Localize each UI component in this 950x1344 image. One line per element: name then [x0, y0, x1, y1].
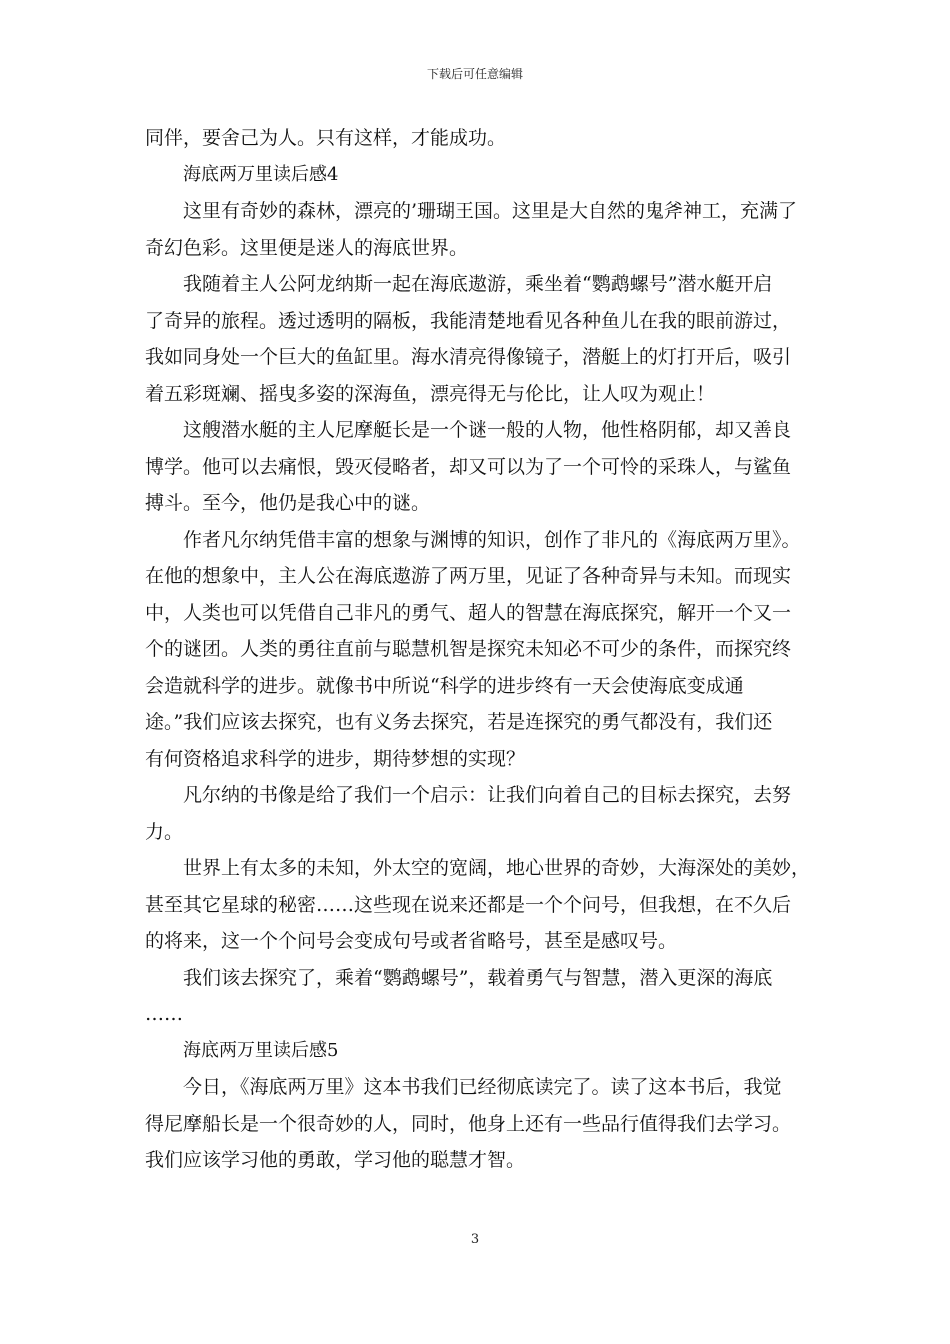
- text-line: 有何资格追求科学的进步，期待梦想的实现？: [145, 747, 526, 770]
- text-line: 的将来，这一个个问号会变成句号或者省略号，甚至是感叹号。: [145, 930, 678, 952]
- text-line: 我们应该学习他的勇敢，学习他的聪慧才智。: [145, 1149, 526, 1171]
- text-line: ……: [145, 1003, 183, 1025]
- text-line: 途。”我们应该去探究，也有义务去探究，若是连探究的勇气都没有，我们还: [145, 711, 773, 733]
- text-line: 这里有奇妙的森林，漂亮的’珊瑚王国。这里是大自然的鬼斧神工，充满了: [183, 200, 798, 222]
- text-line: 同伴，要舍己为人。只有这样，才能成功。: [145, 127, 507, 149]
- text-line: 我们该去探究了，乘着“鹦鹉螺号”，载着勇气与智慧，潜入更深的海底: [183, 966, 773, 989]
- text-line: 中，人类也可以凭借自己非凡的勇气、超人的智慧在海底探究，解开一个又一: [145, 601, 792, 624]
- section-heading: 海底两万里读后感5: [183, 1039, 339, 1061]
- text-line: 会造就科学的进步。就像书中所说“科学的进步终有一天会使海底变成通: [145, 674, 744, 697]
- page-number: 3: [470, 1232, 480, 1247]
- section-heading: 海底两万里读后感4: [183, 163, 339, 185]
- text-line: 搏斗。至今，他仍是我心中的谜。: [145, 492, 431, 514]
- text-line: 力。: [145, 820, 184, 843]
- text-line: 在他的想象中，主人公在海底遨游了两万里，见证了各种奇异与未知。而现实: [145, 565, 792, 587]
- text-line: 着五彩斑斓、摇曳多姿的深海鱼，漂亮得无与伦比，让人叹为观止！: [145, 382, 716, 405]
- text-line: 得尼摩船长是一个很奇妙的人，同时，他身上还有一些品行值得我们去学习。: [145, 1112, 792, 1135]
- text-lines: [145, 120, 815, 1179]
- text-line: 作者凡尔纳凭借丰富的想象与渊博的知识，创作了非凡的《海底两万里》。: [183, 528, 801, 551]
- text-line: 我如同身处一个巨大的鱼缸里。海水清亮得像镜子，潜艇上的灯打开后，吸引: [145, 346, 792, 368]
- text-line: 甚至其它星球的秘密……这些现在说来还都是一个个问号，但我想，在不久后: [145, 893, 792, 916]
- document-body: [145, 120, 815, 1179]
- text-line: 这艘潜水艇的主人尼摩艇长是一个谜一般的人物，他性格阴郁，却又善良: [183, 419, 792, 441]
- text-line: 了奇异的旅程。透过透明的隔板，我能清楚地看见各种鱼儿在我的眼前游过，: [145, 309, 792, 332]
- text-line: 个的谜团。人类的勇往直前与聪慧机智是探究未知必不可少的条件，而探究终: [145, 638, 792, 660]
- text-line: 奇幻色彩。这里便是迷人的海底世界。: [145, 236, 469, 259]
- text-line: 我随着主人公阿龙纳斯一起在海底遨游，乘坐着“鹦鹉螺号”潜水艇开启: [183, 273, 773, 295]
- text-line: 凡尔纳的书像是给了我们一个启示：让我们向着自己的目标去探究，去努: [183, 784, 792, 806]
- text-line: 今日，《海底两万里》这本书我们已经彻底读完了。读了这本书后，我觉: [183, 1076, 782, 1098]
- text-line: 世界上有太多的未知，外太空的宽阔，地心世界的奇妙，大海深处的美妙，: [183, 857, 811, 879]
- text-line: 博学。他可以去痛恨，毁灭侵略者，却又可以为了一个可怜的采珠人，与鲨鱼: [145, 455, 792, 478]
- page-header: 下载后可任意编辑: [426, 67, 523, 81]
